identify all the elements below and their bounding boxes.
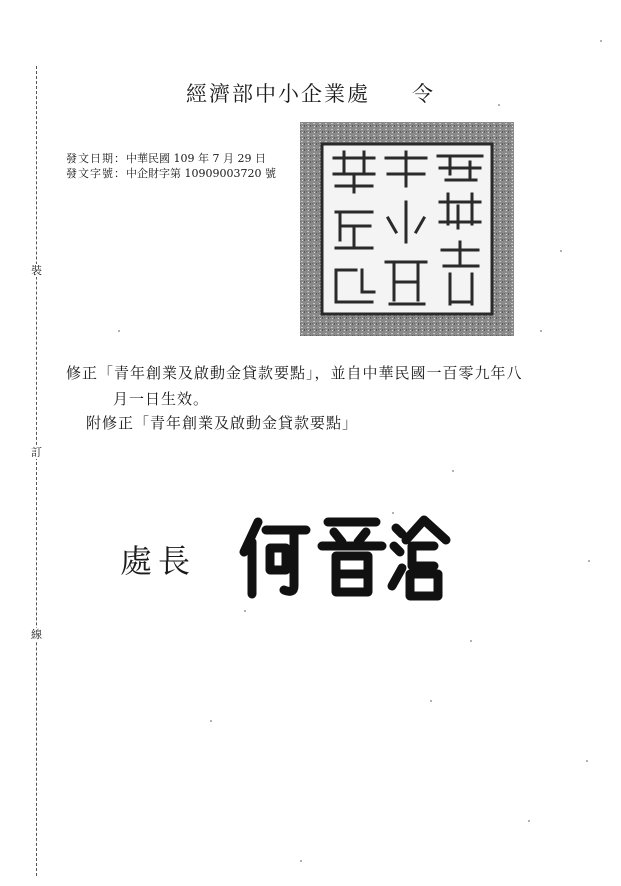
official-seal <box>300 122 514 336</box>
binding-mark-xian: 線 <box>31 628 42 641</box>
binding-line <box>36 66 37 876</box>
signatory-signature <box>236 512 456 602</box>
issue-number-label: 發文字號： <box>66 167 126 180</box>
page-title <box>186 78 435 108</box>
binding-mark-ding: 訂 <box>31 446 42 459</box>
agency-name: 經濟部中小企業處 <box>186 82 370 106</box>
issue-date-label: 發文日期： <box>66 152 126 165</box>
attachment-line: 附修正「青年創業及啟動金貸款要點」 <box>86 414 359 432</box>
issue-date <box>66 152 266 166</box>
signatory-title: 處長 <box>120 542 197 580</box>
seal-graphic <box>300 122 514 336</box>
binding-mark-zhuang: 裝 <box>31 264 42 277</box>
issue-number <box>66 167 276 181</box>
document-type: 令 <box>412 82 435 106</box>
body-line-1: 修正「青年創業及啟動金貸款要點」，並自中華民國一百零九年八 <box>66 364 523 382</box>
body-line-2: 月一日生效。 <box>113 390 210 408</box>
signature-graphic <box>236 512 456 602</box>
issue-number-value: 中企財字第 10909003720 號 <box>126 167 276 180</box>
issue-date-value: 中華民國 109 年 7 月 29 日 <box>126 152 266 165</box>
